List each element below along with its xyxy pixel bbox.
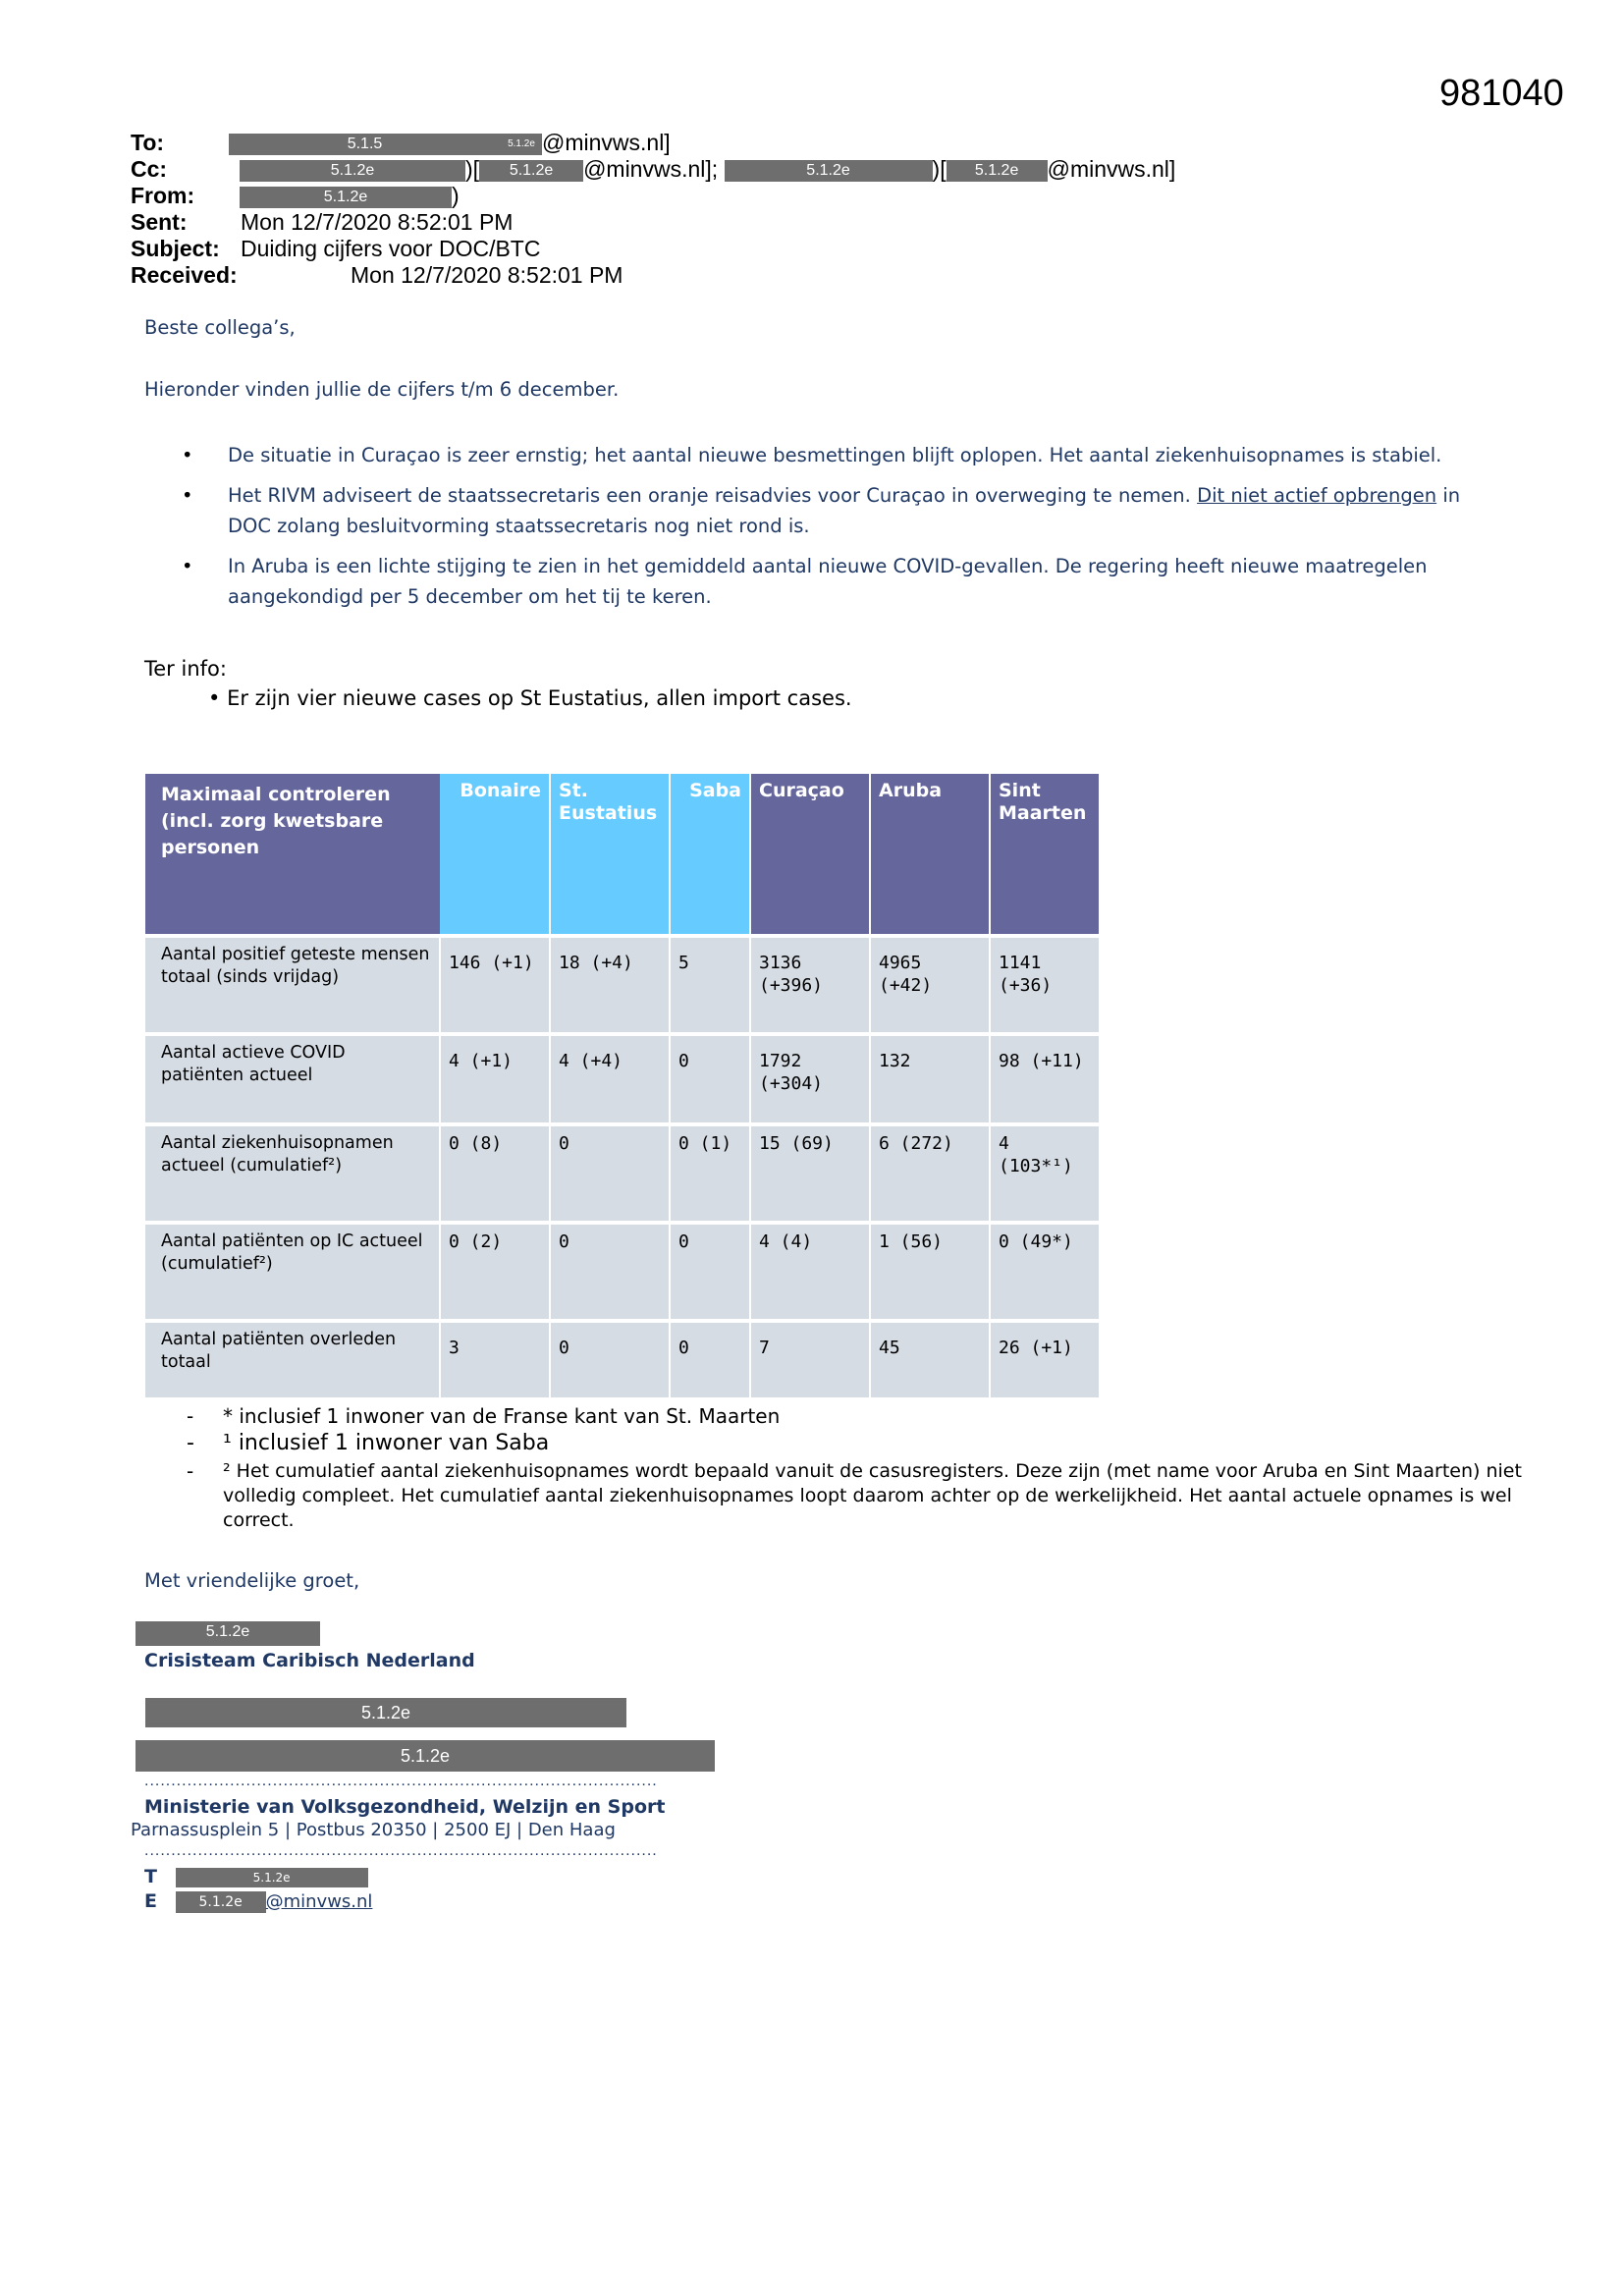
email-label: E bbox=[144, 1890, 157, 1912]
redaction-block: 5.1.2e bbox=[240, 160, 465, 182]
signature-name bbox=[135, 1621, 320, 1646]
table-cell: 4 (+1) bbox=[440, 1034, 550, 1124]
table-cell: 1 (56) bbox=[870, 1223, 990, 1321]
footnote-dash: - bbox=[187, 1431, 194, 1455]
table-cell: 3136 (+396) bbox=[750, 936, 870, 1034]
row-label: Aantal patiënten overleden totaal bbox=[145, 1321, 440, 1397]
table-row bbox=[145, 1124, 1099, 1223]
redaction-block: 5.1.2e bbox=[725, 160, 933, 182]
table-cell: 0 (49*) bbox=[990, 1223, 1099, 1321]
bullet-text: Het RIVM adviseert de staatssecretaris een oranje reisadvies voor Curaçao in overweging te nemen. bbox=[228, 484, 1198, 507]
column-header-curacao: Curaçao bbox=[750, 774, 870, 936]
bullet-icon: • bbox=[208, 686, 228, 710]
table-row bbox=[145, 1034, 1099, 1124]
table-cell: 18 (+4) bbox=[550, 936, 670, 1034]
sent-label: Sent: bbox=[131, 209, 188, 235]
table-cell: 26 (+1) bbox=[990, 1321, 1099, 1397]
email-link[interactable]: @minvws.nl bbox=[265, 1891, 373, 1912]
row-label: Aantal actieve COVID patiënten actueel bbox=[145, 1034, 440, 1124]
row-label: Aantal positief geteste mensen totaal (sinds vrijdag) bbox=[145, 936, 440, 1034]
ter-info-label: Ter info: bbox=[144, 657, 227, 681]
email-line bbox=[144, 1890, 372, 1913]
redaction-block: 5.1.2e bbox=[479, 160, 583, 182]
bullet-icon: • bbox=[182, 444, 193, 466]
redaction-block: 5.1.2e bbox=[145, 1698, 626, 1727]
bullet-underlined-text: Dit niet actief opbrengen bbox=[1197, 484, 1437, 507]
to-domain: @minvws.nl] bbox=[542, 130, 671, 155]
table-cell: 0 bbox=[550, 1124, 670, 1223]
redaction-block: 5.1.5 bbox=[229, 134, 501, 155]
table-corner-header: Maximaal controleren (incl. zorg kwetsbare personen bbox=[145, 774, 440, 936]
closing: Met vriendelijke groet, bbox=[144, 1569, 360, 1592]
from-line bbox=[131, 183, 460, 208]
bullet-icon: • bbox=[182, 484, 193, 507]
table-cell: 45 bbox=[870, 1321, 990, 1397]
table-cell: 1141 (+36) bbox=[990, 936, 1099, 1034]
bullet-list bbox=[182, 440, 1488, 622]
table-cell: 0 bbox=[550, 1321, 670, 1397]
redaction-block: 5.1.2e bbox=[176, 1868, 368, 1887]
redaction-block: 5.1.2e bbox=[135, 1621, 320, 1646]
column-header-st-eustatius: St. Eustatius bbox=[550, 774, 670, 936]
redaction-block: 5.1.2e bbox=[501, 134, 542, 155]
list-item bbox=[182, 551, 1488, 612]
table-cell: 0 bbox=[670, 1223, 750, 1321]
table-cell: 0 bbox=[550, 1223, 670, 1321]
from-label: From: bbox=[131, 183, 195, 208]
list-item bbox=[182, 440, 1488, 470]
bullet-text: in DOC zolang besluitvorming staatssecretaris nog niet rond is. bbox=[228, 484, 1461, 537]
divider: ................................................................................................ bbox=[144, 1773, 658, 1789]
column-header-aruba: Aruba bbox=[870, 774, 990, 936]
subject-label: Subject: bbox=[131, 236, 220, 261]
subject-line bbox=[131, 236, 540, 261]
table-cell: 98 (+11) bbox=[990, 1034, 1099, 1124]
greeting: Beste collega’s, bbox=[144, 316, 296, 339]
team-name: Crisisteam Caribisch Nederland bbox=[144, 1650, 475, 1671]
cc-domain-1: @minvws.nl]; bbox=[583, 156, 719, 182]
table-cell: 0 (2) bbox=[440, 1223, 550, 1321]
received-value: Mon 12/7/2020 8:52:01 PM bbox=[351, 262, 623, 288]
redaction-block: 5.1.2e bbox=[135, 1740, 715, 1772]
bullet-text: De situatie in Curaçao is zeer ernstig; het aantal nieuwe besmettingen blijft oplopen. Het aantal ziekenhuisopnames is stabiel. bbox=[228, 444, 1442, 466]
column-header-saba: Saba bbox=[670, 774, 750, 936]
divider: ................................................................................................ bbox=[144, 1842, 658, 1859]
table-cell: 0 (1) bbox=[670, 1124, 750, 1223]
received-line bbox=[131, 262, 623, 288]
to-line bbox=[131, 130, 671, 155]
redaction-block: 5.1.2e bbox=[947, 160, 1048, 182]
table-cell: 4965 (+42) bbox=[870, 936, 990, 1034]
table-cell: 0 (8) bbox=[440, 1124, 550, 1223]
table-row bbox=[145, 1223, 1099, 1321]
footnote-dash: - bbox=[187, 1459, 194, 1483]
covid-stats-table bbox=[145, 774, 1099, 1397]
bullet-text: In Aruba is een lichte stijging te zien in het gemiddeld aantal nieuwe COVID-gevallen. De regering heeft nieuwe maatregelen aangekondigd per 5 december om het tij te keren. bbox=[228, 555, 1428, 608]
signature-line-2 bbox=[145, 1698, 626, 1727]
to-label: To: bbox=[131, 130, 165, 155]
list-item bbox=[144, 683, 852, 713]
column-header-sint-maarten: Sint Maarten bbox=[990, 774, 1099, 936]
table-row bbox=[145, 936, 1099, 1034]
ministry-address: Parnassusplein 5 | Postbus 20350 | 2500 EJ | Den Haag bbox=[131, 1820, 616, 1840]
table-cell: 6 (272) bbox=[870, 1124, 990, 1223]
table-row bbox=[145, 1321, 1099, 1397]
redaction-block: 5.1.2e bbox=[176, 1891, 266, 1913]
redaction-block: 5.1.2e bbox=[240, 187, 452, 208]
sent-line bbox=[131, 209, 513, 235]
table-cell: 5 bbox=[670, 936, 750, 1034]
ter-info bbox=[144, 654, 852, 713]
cc-domain-2: @minvws.nl] bbox=[1047, 156, 1176, 182]
intro: Hieronder vinden jullie de cijfers t/m 6 december. bbox=[144, 378, 620, 401]
document-number: 981040 bbox=[1439, 73, 1564, 114]
list-item bbox=[182, 480, 1488, 541]
column-header-bonaire: Bonaire bbox=[440, 774, 550, 936]
cc-separator: )[ bbox=[465, 156, 480, 182]
phone-label: T bbox=[144, 1866, 157, 1887]
table-cell: 15 (69) bbox=[750, 1124, 870, 1223]
footnote-text: * inclusief 1 inwoner van de Franse kant van St. Maarten bbox=[223, 1404, 781, 1428]
table-cell: 0 bbox=[670, 1034, 750, 1124]
bullet-icon: • bbox=[182, 555, 193, 577]
footnote-text: ¹ inclusief 1 inwoner van Saba bbox=[223, 1431, 550, 1455]
received-label: Received: bbox=[131, 262, 238, 288]
table-cell: 4 (103*¹) bbox=[990, 1124, 1099, 1223]
subject-value: Duiding cijfers voor DOC/BTC bbox=[241, 236, 541, 261]
signature-line-3 bbox=[135, 1740, 715, 1772]
table-cell: 4 (+4) bbox=[550, 1034, 670, 1124]
cc-separator: )[ bbox=[932, 156, 947, 182]
table-cell: 4 (4) bbox=[750, 1223, 870, 1321]
footnote-dash: - bbox=[187, 1404, 194, 1428]
table-cell: 146 (+1) bbox=[440, 936, 550, 1034]
sent-value: Mon 12/7/2020 8:52:01 PM bbox=[241, 209, 514, 235]
table-cell: 1792 (+304) bbox=[750, 1034, 870, 1124]
table-cell: 7 bbox=[750, 1321, 870, 1397]
row-label: Aantal ziekenhuisopnamen actueel (cumulatief²) bbox=[145, 1124, 440, 1223]
from-tail: ) bbox=[452, 183, 460, 208]
ter-info-item: Er zijn vier nieuwe cases op St Eustatius, allen import cases. bbox=[227, 686, 852, 710]
table-cell: 132 bbox=[870, 1034, 990, 1124]
cc-label: Cc: bbox=[131, 156, 168, 182]
footnote-text: ² Het cumulatief aantal ziekenhuisopnames wordt bepaald vanuit de casusregisters. Deze zijn (met name voor Aruba en Sint Maarten) niet volledig compleet. Het cumulatief aantal ziekenhuisopnames loopt daarom achter op de werkelijkheid. Het aantal actuele opnames is wel correct. bbox=[223, 1460, 1522, 1531]
phone-line bbox=[144, 1866, 368, 1887]
ministry-name: Ministerie van Volksgezondheid, Welzijn en Sport bbox=[144, 1796, 666, 1818]
table-cell: 3 bbox=[440, 1321, 550, 1397]
table-cell: 0 bbox=[670, 1321, 750, 1397]
cc-line bbox=[131, 156, 1175, 182]
row-label: Aantal patiënten op IC actueel (cumulatief²) bbox=[145, 1223, 440, 1321]
